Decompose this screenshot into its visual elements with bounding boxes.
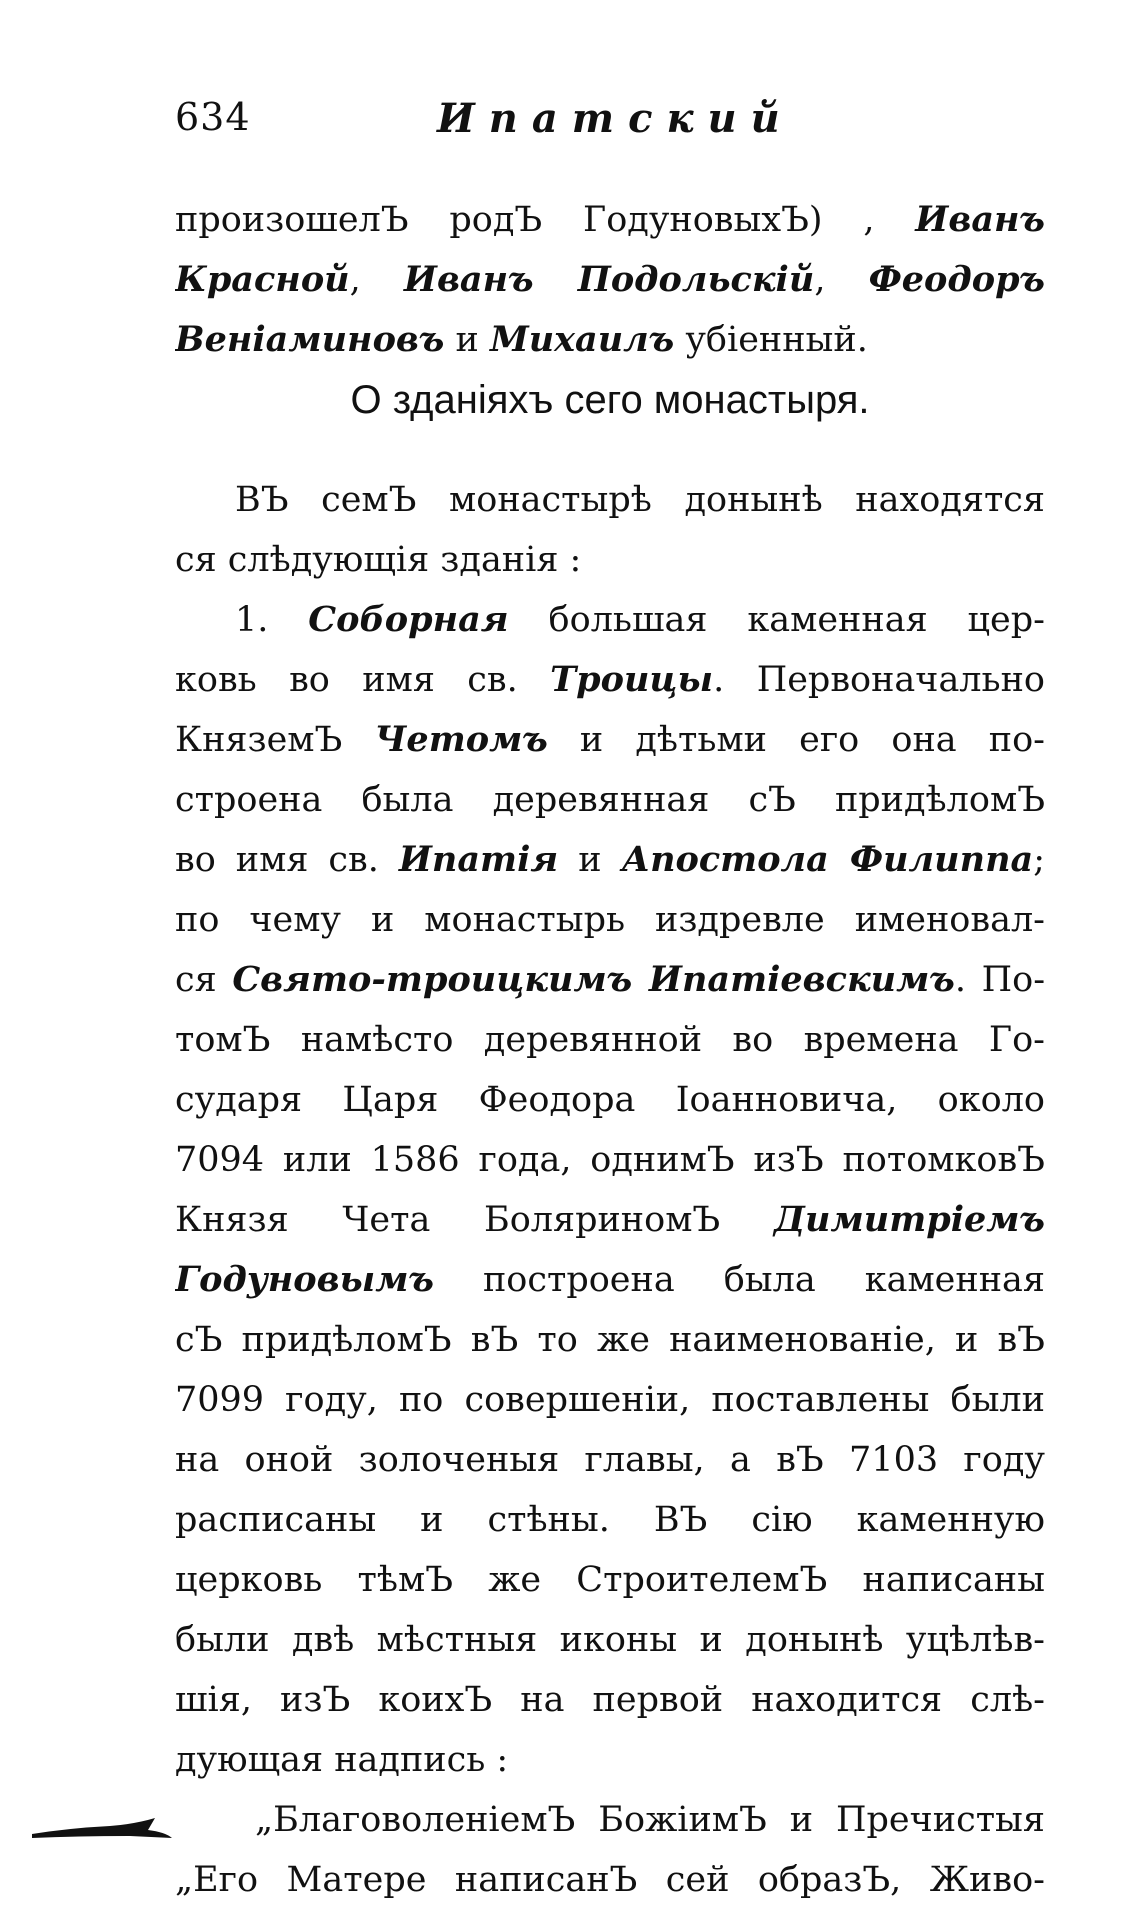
text-segment: „Его Матере написанЪ сей образЪ, Живо- <box>175 1860 1045 1900</box>
italic-text: Соборная <box>308 599 509 640</box>
text-line <box>175 1190 1045 1250</box>
text-line <box>175 1490 1045 1550</box>
text-line <box>175 650 1045 710</box>
text-segment: и дѣтьми его она по- <box>547 720 1045 760</box>
text-line <box>175 1550 1045 1610</box>
italic-text: Иванъ <box>915 199 1045 240</box>
text-line <box>175 890 1045 950</box>
text-segment: Князя Чета БоляриномЪ <box>175 1200 774 1240</box>
text-segment: убіенный. <box>674 320 868 360</box>
italic-text: Четомъ <box>374 719 548 760</box>
section-body <box>175 470 1045 1910</box>
italic-text: Годуновымъ <box>175 1259 434 1300</box>
text-segment: произошелЪ родЪ ГодуновыхЪ) , <box>175 200 916 240</box>
text-line <box>175 1610 1045 1670</box>
italic-text: Иванъ Подольскій <box>403 259 815 300</box>
italic-text: Красной <box>175 259 350 300</box>
text-line <box>175 770 1045 830</box>
text-segment: ; <box>1033 840 1045 880</box>
text-line <box>175 950 1045 1010</box>
italic-text: Димитріемъ <box>773 1199 1045 1240</box>
text-line <box>175 1370 1045 1430</box>
section-heading: О зданіяхъ сего монастыря. <box>350 378 870 422</box>
italic-text: Свято-троицкимъ Ипатіевскимъ <box>232 959 955 1000</box>
text-segment: . По- <box>954 960 1045 1000</box>
text-segment: 7099 году, по совершеніи, поставлены были <box>175 1380 1045 1420</box>
continued-paragraph <box>175 190 1045 370</box>
text-segment: 7094 или 1586 года, однимЪ изЪ потомковЪ <box>175 1140 1045 1180</box>
text-line <box>175 190 1045 250</box>
text-line <box>175 1850 1045 1910</box>
text-line <box>175 1790 1045 1850</box>
text-line <box>175 1070 1045 1130</box>
italic-text: Веніаминовъ <box>175 319 445 360</box>
page-number: 634 <box>175 95 251 139</box>
text-segment: ся <box>175 960 233 1000</box>
text-line <box>175 1250 1045 1310</box>
text-segment: дующая надпись : <box>175 1740 509 1780</box>
text-segment: томЪ намѣсто деревянной во времена Го- <box>175 1020 1045 1060</box>
text-line <box>175 710 1045 770</box>
text-line <box>175 830 1045 890</box>
running-head: Ипатский <box>437 95 794 142</box>
text-segment: , <box>349 260 404 300</box>
decorative-ornament <box>30 1810 180 1840</box>
text-segment: ковь во имя св. <box>175 660 551 700</box>
italic-text: Феодоръ <box>868 259 1045 300</box>
text-segment: сЪ придѣломЪ вЪ то же наименованіе, и вЪ <box>175 1320 1045 1360</box>
text-line <box>175 530 1045 590</box>
text-segment: церковь тѣмЪ же СтроителемЪ написаны <box>175 1560 1045 1600</box>
text-line <box>175 1430 1045 1490</box>
text-line <box>175 1730 1045 1790</box>
text-line <box>175 470 1045 530</box>
text-segment: и <box>444 320 490 360</box>
text-segment: ся слѣдующія зданія : <box>175 540 582 580</box>
text-segment: на оной золоченыя главы, а вЪ 7103 году <box>175 1440 1045 1480</box>
text-segment: большая каменная цер- <box>508 600 1045 640</box>
text-segment: шія, изЪ коихЪ на первой находится слѣ- <box>175 1680 1045 1720</box>
italic-text: Ипатія <box>398 839 559 880</box>
text-line <box>175 310 1045 370</box>
italic-text: Михаилъ <box>489 319 675 360</box>
text-segment: во имя св. <box>175 840 399 880</box>
text-segment: ВЪ семЪ монастырѣ донынѣ находятся <box>235 480 1045 520</box>
text-segment: построена была каменная <box>433 1260 1045 1300</box>
italic-text: Апостола Филиппа <box>621 839 1034 880</box>
italic-text: Троицы <box>550 659 714 700</box>
text-segment: , <box>814 260 869 300</box>
text-line <box>175 1310 1045 1370</box>
text-segment: и <box>558 840 622 880</box>
page-header <box>175 95 1045 145</box>
text-segment: 1. <box>235 600 309 640</box>
text-segment: . Первоначально <box>713 660 1045 700</box>
text-line <box>175 250 1045 310</box>
text-segment: сударя Царя Феодора Іоанновича, около <box>175 1080 1045 1120</box>
text-segment: КняземЪ <box>175 720 375 760</box>
text-line <box>175 590 1045 650</box>
text-line <box>175 1130 1045 1190</box>
text-segment: строена была деревянная сЪ придѣломЪ <box>175 780 1045 820</box>
text-segment: „БлаговоленіемЪ БожіимЪ и Пречистыя <box>255 1800 1045 1840</box>
text-segment: расписаны и стѣны. ВЪ сію каменную <box>175 1500 1045 1540</box>
text-segment: по чему и монастырь издревле именовал- <box>175 900 1045 940</box>
text-segment: были двѣ мѣстныя иконы и донынѣ уцѣлѣв- <box>175 1620 1045 1660</box>
text-line <box>175 1010 1045 1070</box>
text-line <box>175 1670 1045 1730</box>
